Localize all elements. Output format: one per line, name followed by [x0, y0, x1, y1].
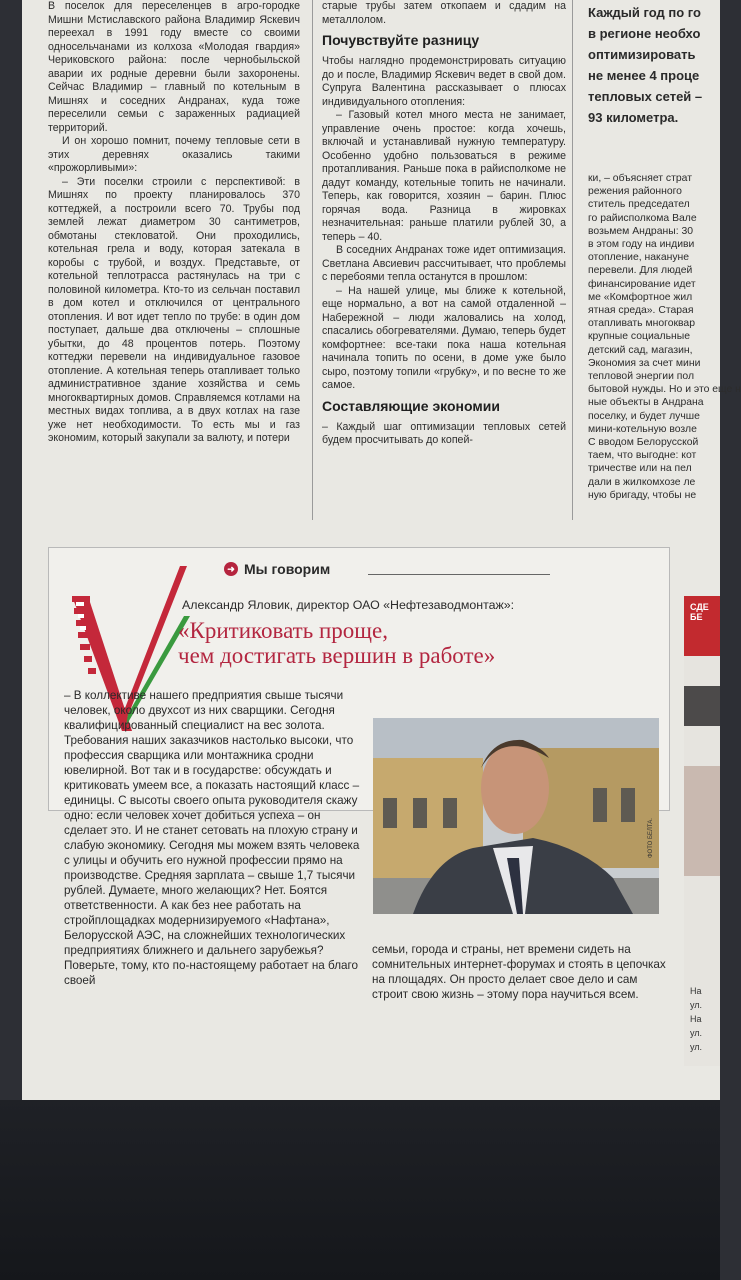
- paragraph: – Газовый котел много места не занимает, управление очень простое: когда хочешь, включай и устанавливай нужную температуру. Особенно удобно пользоваться в режиме протапливания. Раньше пока в райисполкоме не дадут команду, котельные топить не начинали. Теперь, как говорится, хозяин – барин. Плюс горячая вода. Разница в жировках незначительная: раньше платили рублей 30, а теперь – 40.: [322, 109, 566, 243]
- paragraph: В соседних Андранах тоже идет оптимизация. Светлана Авсиевич рассчитывает, что проблемы с перебоями тепла останутся в прошлом:: [322, 244, 566, 283]
- text-line: мини-котельную возле: [588, 423, 697, 435]
- text-line: ме «Комфортное жил: [588, 291, 693, 303]
- text-line: ятная среда». Старая: [588, 305, 694, 317]
- article-column-3: [578, 0, 741, 502]
- ad-heading: СДЕ БЕ: [684, 596, 720, 656]
- text-line: режения районного: [588, 186, 682, 198]
- portrait-photo: [373, 718, 659, 914]
- background-surface: [0, 1100, 720, 1280]
- text-line: ки, – объясняет страт: [588, 173, 692, 184]
- quote-body-continued: семьи, города и страны, нет времени сидеть на сомнительных интернет-форумах и стоять в цепочках на площадях. Он просто делает свое дело и сам строит свою жизнь – этому пора научиться всем.: [372, 943, 666, 1001]
- lead-line: 93 километра.: [588, 110, 679, 125]
- subheading: Почувствуйте разницу: [322, 32, 480, 48]
- quote-line: чем достигать вершин в работе»: [178, 643, 496, 668]
- text-line: тричестве или на пел: [588, 463, 692, 475]
- article-column-2: [322, 0, 566, 448]
- lead-line: оптимизировать: [588, 47, 696, 62]
- text-line: С вводом Белорусской: [588, 437, 699, 449]
- arrow-right-icon: ➜: [224, 562, 238, 576]
- quote-body: – В коллективе нашего предприятия свыше тысячи человек, около двухсот из них сварщики. Сегодня квалифицированный специалист на вес золота. Требования наших заказчиков настолько высоки, что профессия сварщика или монтажника сродни ювелирной. Вот так и в государстве: обсуждать и критиковать умеем все, а показать настоящий класс – единицы. С высоты своего опыта руководителя скажу одно: если человек хочет добиться успеха – он сделает это. И не станет сетовать на плохую страну и слабую экономику. Сегодня мы можем взять человека с улицы и обучить его нужной профессии прямо на производстве. Средняя зарплата – свыше 1,7 тысячи рублей. Думаете, много желающих? Нет. Боятся ответственности. А как без нее работать на стройплощадках модернизируемого «Нафтана», Белорусской АЭС, на сложнейших технологических предприятиях ближнего и дальнего зарубежья? Поверьте, тому, кто по-настоящему работает на благо своей: [64, 689, 360, 987]
- headline-quote: [178, 618, 608, 668]
- ad-text: ул.: [690, 1028, 703, 1038]
- paragraph: И он хорошо помнит, почему тепловые сети в этих деревнях оказались такими «прожорливыми»:: [48, 135, 300, 174]
- text-line: поселку, и будет лучше: [588, 410, 700, 422]
- quote-author: Александр Яловик, директор ОАО «Нефтезаводмонтаж»:: [182, 598, 515, 612]
- column-divider: [572, 0, 573, 520]
- advertisement: [684, 596, 720, 1066]
- paragraph: Чтобы наглядно продемонстрировать ситуацию до и после, Владимир Яскевич ведет в свой дом. Супруга Валентина рассказывает о плюсах индивидуального отопления:: [322, 55, 566, 108]
- lead-line: тепловых сетей –: [588, 89, 703, 104]
- text-line: таем, что выгодне: кот: [588, 450, 697, 462]
- ad-text: ул.: [690, 1000, 703, 1010]
- ad-image: [684, 686, 720, 726]
- text-line: тепловой энергии пол: [588, 371, 695, 383]
- article-column-1: [48, 0, 300, 446]
- text-line: бытовой нужды. Но и это еще н: [588, 384, 741, 396]
- ad-text: На: [690, 1014, 702, 1024]
- rubric-title: Мы говорим: [244, 561, 331, 577]
- column-divider: [312, 0, 313, 520]
- paragraph: – На нашей улице, мы ближе к котельной, еще нормально, а вот на самой отдаленной – Набережной – люди жаловались на холод, спасались обогревателями. Думаю, теперь будет комфортнее: все-таки пока наша котельная начинала топить по осени, в доме уже было сыро, поэтому топили «грубку», и по весне то же самое.: [322, 284, 566, 391]
- rubric-header: [224, 561, 330, 577]
- lead-line: Каждый год по го: [588, 5, 701, 20]
- text-line: отопление, накануне: [588, 252, 690, 264]
- text-line: возьмем Андраны: 30: [588, 225, 694, 237]
- paragraph: – Каждый шаг оптимизации тепловых сетей будем просчитывать до копей-: [322, 420, 566, 446]
- ad-text: На: [690, 986, 702, 996]
- lead-line: не менее 4 проце: [588, 68, 700, 83]
- subheading: Составляющие экономии: [322, 397, 500, 414]
- text-line: перевели. Для людей: [588, 265, 693, 277]
- text-line: ститель председател: [588, 199, 690, 211]
- text-line: отапливать многоквар: [588, 318, 695, 330]
- rubric-rule: [368, 574, 550, 575]
- paragraph: старые трубы затем откопаем и сдадим на металлолом.: [322, 0, 566, 26]
- paragraph: – Эти поселки строили с перспективой: в Мишнях по проекту планировалось 370 коттеджей, а построили всего 70. Трубы под землей лежат диаметром 30 сантиметров, обмотаны стекловатой. Они проходились, котельная грела и воду, которая затекала в коробы с трубой, и воздух. Представьте, от котельной теплотрасса растянулась на три с половиной километра. Кто-то из сельчан поставил в дом котел и отключился от центрального отопления. И вот идет тепло по трубе: в один дом поступает, дальше два отключены – сплошные убытки, до 48 процентов потерь. Поэтому коттеджи перевели на индивидуальное газовое отопление. А котельная теперь отапливает только административное здание хозяйства и семь многоквартирных домов. Справляемся котлами на местных видах топлива, а в двух котлах на газе уже нет необходимости. То есть мы и газ экономим, который закупали за валюту, и потери: [48, 175, 300, 444]
- ad-image: [684, 766, 720, 876]
- text-line: ную бригаду, чтобы не: [588, 489, 697, 501]
- text-line: ные объекты в Андрана: [588, 397, 704, 409]
- text-line: в этом году на индиви: [588, 239, 695, 251]
- text-line: финансирование идет: [588, 278, 696, 290]
- text-line: го райисполкома Вале: [588, 212, 697, 224]
- quote-line: «Критиковать проще,: [178, 618, 388, 643]
- text-line: Экономия за счет мини: [588, 357, 701, 369]
- text-line: крупные социальные: [588, 331, 690, 343]
- paragraph: В поселок для переселенцев в агро-городке Мишни Мстиславского района Владимир Яскевич переехал в 1991 году вместе со своими односельчанами из колхоза «Молодая гвардия» Чериковского района: после чернобыльской аварии их родные деревни были захоронены. Сейчас Владимир – главный по котельным в Мишнях и соседних Андранах, куда тоже переселили семьи с зараженных радиацией территорий.: [48, 0, 300, 134]
- ad-text: ул.: [690, 1042, 703, 1052]
- photo-credit: ФОТО БЕЛТА.: [648, 818, 654, 858]
- text-line: детский сад, магазин,: [588, 344, 693, 356]
- text-line: дали в жилкомхозе ле: [588, 476, 696, 488]
- lead-line: в регионе необхо: [588, 26, 701, 41]
